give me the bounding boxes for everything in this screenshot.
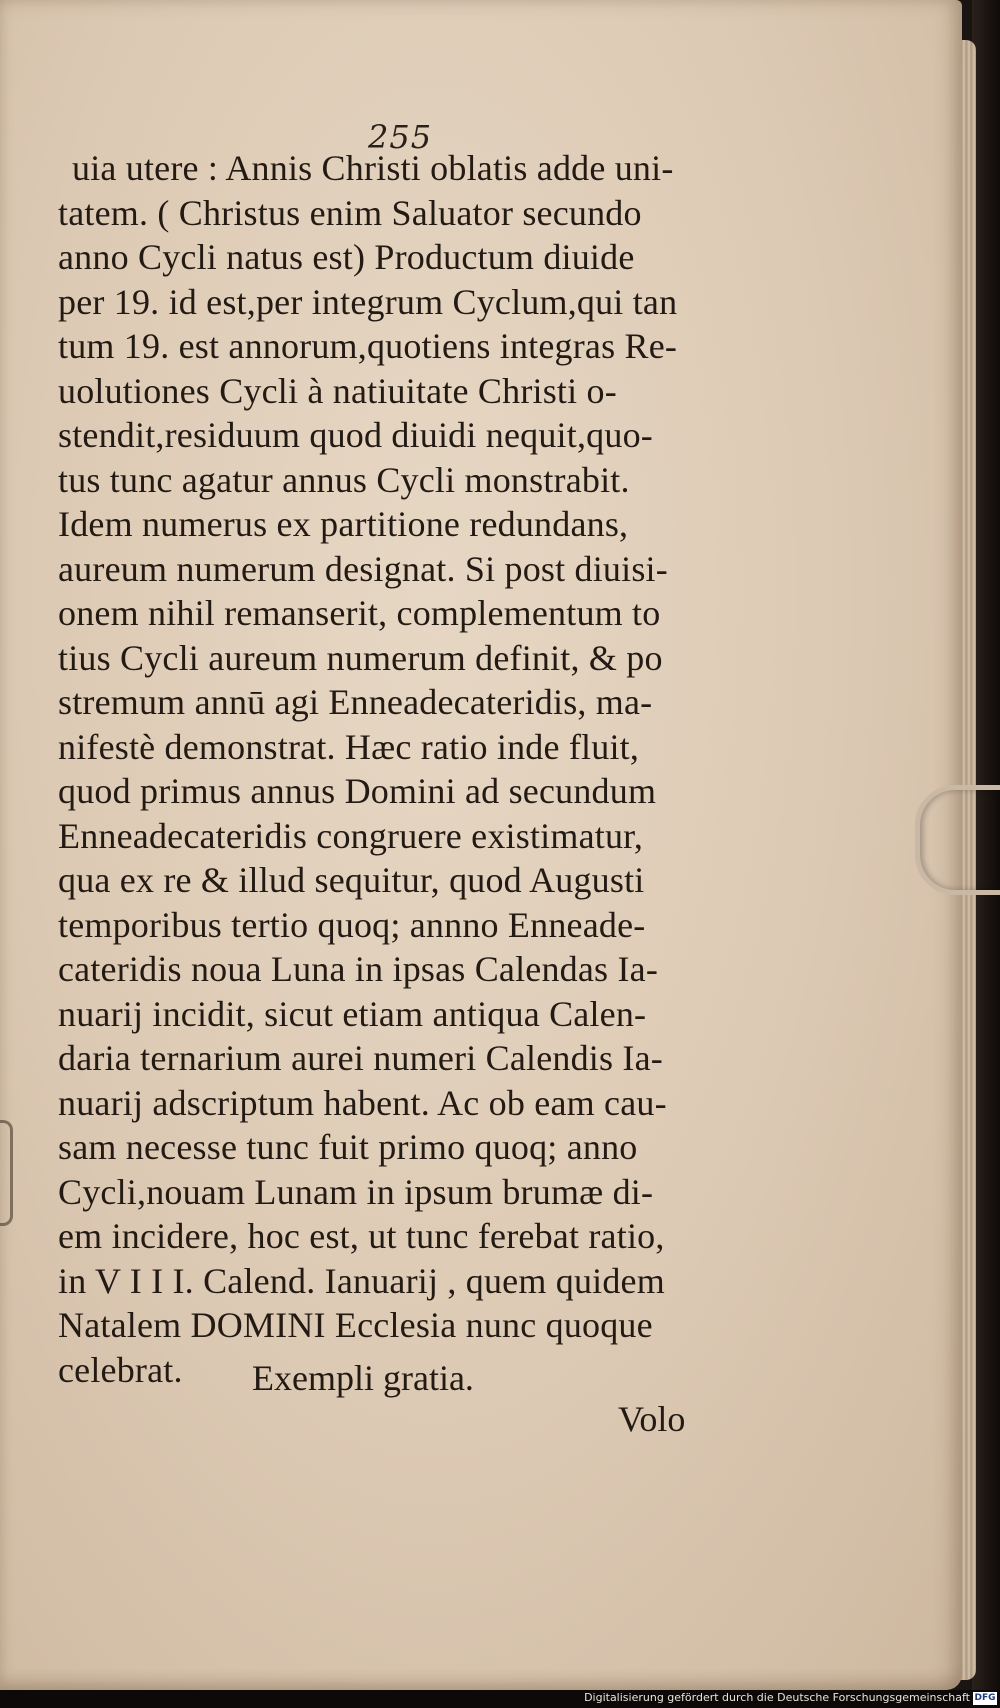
text-line: quod primus annus Domini ad secundum bbox=[58, 771, 657, 811]
text-line: celebrat. bbox=[58, 1349, 183, 1390]
text-line: aureum numerum designat. Si post diuisi- bbox=[58, 548, 668, 589]
text-line: em incidere, hoc est, ut tunc ferebat ratio, bbox=[58, 1216, 665, 1256]
text-line: nifestè demonstrat. Hæc ratio inde fluit, bbox=[58, 726, 640, 767]
text-line: nuarij incidit, sicut etiam antiqua Calen- bbox=[58, 993, 647, 1034]
text-line: stremum annū agi Enneadecateridis, ma- bbox=[58, 682, 653, 722]
text-line: per 19. id est,per integrum Cyclum,qui tan bbox=[58, 281, 678, 322]
catchword: Volo bbox=[618, 1399, 686, 1439]
text-line: cateridis noua Luna in ipsas Calendas Ia- bbox=[58, 949, 659, 989]
text-line: sam necesse tunc fuit primo quoq; anno bbox=[58, 1127, 638, 1167]
text-line: tatem. ( Christus enim Saluator secundo bbox=[58, 192, 642, 233]
text-line: tus tunc agatur annus Cycli monstrabit. bbox=[58, 459, 630, 500]
text-line: stendit,residuum quod diuidi nequit,quo- bbox=[58, 415, 653, 455]
text-line: uolutiones Cycli à natiuitate Christi o- bbox=[58, 370, 617, 411]
text-line: Idem numerus ex partitione redundans, bbox=[58, 504, 629, 544]
text-line: tius Cycli aureum numerum definit, & po bbox=[58, 637, 663, 678]
page-number: 255 bbox=[368, 118, 433, 156]
example-heading: Exempli gratia. bbox=[252, 1358, 474, 1398]
text-line: uia utere : Annis Christi oblatis adde uni- bbox=[72, 148, 674, 188]
text-line: Cycli,nouam Lunam in ipsum brumæ di- bbox=[58, 1171, 654, 1212]
text-line: Enneadecateridis congruere existimatur, bbox=[58, 815, 644, 856]
body-text bbox=[58, 146, 738, 1392]
text-line: daria ternarium aurei numeri Calendis Ia- bbox=[58, 1038, 663, 1078]
funding-credit: Digitalisierung gefördert durch die Deutsche Forschungsgemeinschaft bbox=[584, 1691, 970, 1704]
text-line: tum 19. est annorum,quotiens integras Re- bbox=[58, 326, 678, 366]
text-line: nuarij adscriptum habent. Ac ob eam cau- bbox=[58, 1082, 667, 1123]
bookmark-ribbon bbox=[915, 785, 1000, 895]
text-line: onem nihil remanserit, complementum to bbox=[58, 593, 661, 633]
text-line: in V I I I. Calend. Ianuarij , quem quidem bbox=[58, 1260, 665, 1301]
text-line: temporibus tertio quoq; annno Enneade- bbox=[58, 904, 646, 945]
text-line: anno Cycli natus est) Productum diuide bbox=[58, 237, 635, 277]
text-line: Natalem DOMINI Ecclesia nunc quoque bbox=[58, 1305, 653, 1345]
text-line: qua ex re & illud sequitur, quod Augusti bbox=[58, 860, 645, 900]
edge-mark bbox=[0, 1120, 13, 1226]
dfg-logo: DFG bbox=[974, 1693, 996, 1703]
footer-bar bbox=[0, 1690, 1000, 1708]
